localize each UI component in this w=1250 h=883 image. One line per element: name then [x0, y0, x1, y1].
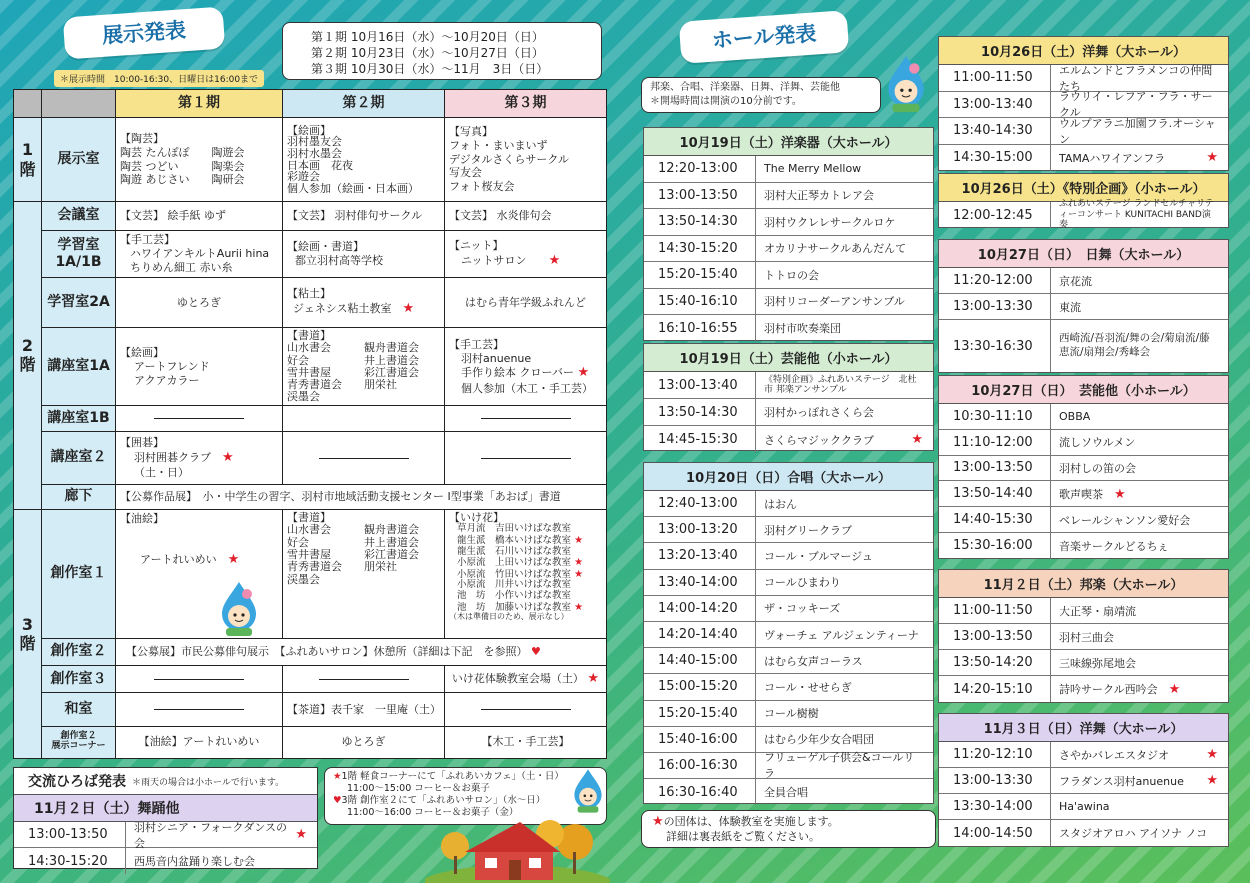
- schedule-row: 11:20-12:10 さやかバレエスタジオ ★: [939, 742, 1228, 768]
- schedule-row: 13:00-13:50 羽村三曲会: [939, 624, 1228, 650]
- schedule-row: 14:40-15:30 ベレールシャンソン愛好会: [939, 507, 1228, 533]
- schedule-row: 14:30-15:20 オカリナサークルあんだんて: [644, 236, 933, 263]
- schedule-row: 13:00-13:40 ラウリイ・レフア・フラ・サークル: [939, 92, 1228, 119]
- schedule-row: 13:40-14:00 コールひまわり: [644, 570, 933, 596]
- gakushu1-p1: 【手工芸】 ハワイアンキルトAurii hina ちりめん細工 赤い糸: [116, 231, 283, 278]
- hall-banner: ホール発表: [679, 10, 850, 64]
- corner-cell-2: [42, 90, 116, 118]
- schedule-row: 13:00-13:40 《特別企画》ふれあいステージ 北杜市 邦楽アンサンブル: [644, 372, 933, 399]
- heart-icon: ♥: [333, 795, 342, 806]
- room-kaigi: 会議室: [42, 201, 116, 230]
- schedule-1026-special: 10月26日（土）《特別企画》（小ホール） 12:00-12:45 ふれあいステージ ランドセルチャリティーコンサート KUNITACHI BAND演奏: [938, 173, 1229, 228]
- washitsu-p3: [445, 693, 607, 726]
- koryu-header: 11月２日（土）舞踊他: [14, 794, 317, 822]
- star-icon: ★: [333, 771, 342, 782]
- schedule-row: 11:10-12:00 流しソウルメン: [939, 430, 1228, 456]
- room-roka: 廊下: [42, 484, 116, 509]
- star-icon: ★: [548, 252, 561, 268]
- schedule-1020-chorus: 10月20日（日）合唱（大ホール） 12:40-13:00 はおん 13:00-13:20 羽村グリークラブ 13:20-13:40 コール・ブルマージュ 13:40-14:00 コールひまわり 14:00-14:20 ザ・コッキーズ 14:20-14:40 ヴォーチェ アルジェンティーナ 14:40-15:00 はむら女声コーラス 15:00-15:20 コール・せせらぎ 15:20-15:40 コール樹樹 15:40-16:00 はむら少年少女合唱団 16:00-16:30 フリューゲル子供会&コールリラ 16:30-16:40 全員合唱: [643, 462, 934, 804]
- schedule-row: 11:00-11:50 大正琴・扇靖流: [939, 598, 1228, 624]
- room-sosaku3: 創作室３: [42, 666, 116, 693]
- schedule-row: 13:50-14:30 羽村ウクレレサークルロケ: [644, 209, 933, 236]
- schedule-row: 15:40-16:00 はむら少年少女合唱団: [644, 727, 933, 753]
- gakushu1-p2: 【絵画・書道】 都立羽村高等学校: [283, 231, 445, 278]
- exhibit-table: [13, 89, 607, 759]
- star-icon: ★: [227, 551, 240, 567]
- schedule-row: 12:20-13:00 The Merry Mellow: [644, 156, 933, 183]
- koryu-title: 交流ひろば発表: [28, 774, 126, 790]
- schedule-row: 15:20-15:40 コール樹樹: [644, 701, 933, 727]
- period-2-dates: 第２期 10月23日（水）〜10月27日（日）: [311, 46, 544, 60]
- schedule-row: 14:20-15:10 詩吟サークル西吟会 ★: [939, 676, 1228, 702]
- exhibit-hours-note: ＊展示時間 10:00-16:30、日曜日は16:00まで: [54, 70, 264, 87]
- room-corner: 創作室２ 展示コーナー: [42, 726, 116, 758]
- sosaku1-p3: 【いけ花】 草月流 吉田いけばな教室 龍生派 橋本いけばな教室 ★ 龍生派 石川いけばな教室 小原流 上田いけばな教室 ★ 小原流 竹田いけばな教室 ★ 小原流 川井いけばな教室 池 坊 小作いけばな教室 池 坊 加藤いけばな教室 ★ （木は準備日のため、展示なし）: [445, 510, 607, 639]
- cafe-box: ★1階 軽食コーナーにて「ふれあいカフェ」（土・日） 11:00〜15:00 コーヒー＆お菓子 ♥3階 創作室２にて「ふれあいサロン」（水〜日） 11:00〜16:00 コーヒー＆お菓子（金）: [324, 767, 607, 825]
- star-icon: ★: [402, 301, 415, 317]
- schedule-row: 14:45-15:30 さくらマジッククラブ ★: [644, 426, 933, 453]
- schedule-row: 15:40-16:10 羽村リコーダーアンサンブル: [644, 289, 933, 316]
- house-illustration: [425, 812, 610, 883]
- schedule-row: 15:00-15:20 コール・せせらぎ: [644, 674, 933, 700]
- schedule-row: 13:40-14:30 ウルプアラニ加園フラ.オーシャン: [939, 118, 1228, 145]
- schedule-row: 12:40-13:00 はおん: [644, 491, 933, 517]
- room-koza2: 講座室２: [42, 432, 116, 484]
- floor-2: 2階: [14, 201, 42, 509]
- koza1a-p1: 【絵画】 アートフレンド アクアカラー: [116, 328, 283, 406]
- tenji-p2: 【絵画】 羽村墨友会 羽村水墨会 日本画 花夜 彩遊会 個人参加（絵画・日本画）: [283, 118, 445, 202]
- schedule-row: 13:00-13:30 フラダンス羽村anuenue ★: [939, 768, 1228, 794]
- hall-info: 邦楽、合唱、洋楽器、日舞、洋舞、芸能他 ＊開場時間は開演の10分前です。: [641, 77, 881, 113]
- corner-p3: 【木工・手工芸】: [445, 726, 607, 758]
- corner-cell: [14, 90, 42, 118]
- schedule-row: 16:00-16:30 フリューゲル子供会&コールリラ: [644, 753, 933, 779]
- room-gakushu1: 学習室 1A/1B: [42, 231, 116, 278]
- star-icon: ★: [295, 827, 307, 842]
- schedule-row: 14:00-14:20 ザ・コッキーズ: [644, 596, 933, 622]
- koryu-note: ＊雨天の場合は小ホールで行います。: [132, 777, 285, 788]
- star-icon: ★: [1206, 150, 1218, 166]
- schedule-1102-hogaku: 11月２日（土）邦楽（大ホール） 11:00-11:50 大正琴・扇靖流 13:00-13:50 羽村三曲会 13:50-14:20 三味線弥尾地会 14:20-15:10 詩吟サークル西吟会 ★: [938, 569, 1229, 703]
- period-dates: [282, 22, 602, 80]
- period-1-dates: 第１期 10月16日（水）〜10月20日（日）: [311, 30, 544, 44]
- schedule-row: 14:40-15:00 はむら女声コーラス: [644, 648, 933, 674]
- mascot-icon: [568, 766, 608, 816]
- koryu-row: 14:30-15:20 西馬音内盆踊り楽しむ会: [14, 848, 317, 874]
- tenji-p1: 【陶芸】 陶芸 たんぽぽ 陶遊会 陶芸 つどい 陶楽会 陶遊 あじさい 陶研会: [116, 118, 283, 202]
- kaigi-p2: 【文芸】 羽村俳句サークル: [283, 201, 445, 230]
- star-icon: ★: [574, 534, 584, 546]
- mascot-icon: [214, 580, 264, 638]
- schedule-row: 13:20-13:40 コール・ブルマージュ: [644, 543, 933, 569]
- schedule-row: 12:00-12:45 ふれあいステージ ランドセルチャリティーコンサート KUNITACHI BAND演奏: [939, 202, 1228, 228]
- schedule-row: 15:20-15:40 トトロの会: [644, 262, 933, 289]
- star-icon: ★: [574, 557, 584, 569]
- koza2-p2: [283, 432, 445, 484]
- schedule-row: 13:50-14:40 歌声喫茶 ★: [939, 481, 1228, 507]
- washitsu-p2: 【茶道】表千家 一里庵（土）: [283, 693, 445, 726]
- schedule-row: 13:30-14:00 Ha'awina: [939, 794, 1228, 820]
- koza1b-p1: [116, 406, 283, 432]
- star-icon: ★: [587, 671, 600, 687]
- schedule-row: 11:00-11:50 エルムンドとフラメンコの仲間たち: [939, 65, 1228, 92]
- sosaku2-text: 【公募展】市民公募俳句展示 【ふれあいサロン】休憩所（詳細は下記 を参照） ♥: [116, 639, 607, 666]
- sosaku1-p2: 【書道】 山水書会 観舟書道会 好会 井上書道会 雪井書屋 彩江書道会 青秀書道会 朋栄社 渓墨会: [283, 510, 445, 639]
- koryu-row: 13:00-13:50 羽村シニア・フォークダンスの会 ★: [14, 822, 317, 848]
- schedule-row: 13:50-14:30 羽村かっぽれさくら会: [644, 399, 933, 426]
- tenji-p3: 【写真】 フォト・まいまいず デジタルさくらサークル 写友会 フォト桜友会: [445, 118, 607, 202]
- schedule-1026-dance: 10月26日（土）洋舞（大ホール） 11:00-11:50 エルムンドとフラメンコの仲間たち 13:00-13:40 ラウリイ・レフア・フラ・サークル 13:40-14:30 ウルプアラニ加園フラ.オーシャン 14:30-15:00 TAMAハワイアンフラ ★: [938, 36, 1229, 171]
- schedule-row: 11:20-12:00 京花流: [939, 268, 1228, 294]
- period-3-header: 第３期: [445, 90, 607, 118]
- schedule-1027-performance: 10月27日（日） 芸能他（小ホール） 10:30-11:10 OBBA 11:10-12:00 流しソウルメン 13:00-13:50 羽村しの笛の会 13:50-14:40 歌声喫茶 ★ 14:40-15:30 ベレールシャンソン愛好会 15:30-16:00 音楽サークルどるちぇ: [938, 375, 1229, 559]
- room-sosaku2: 創作室２: [42, 639, 116, 666]
- star-icon: ★: [574, 601, 584, 613]
- koryu-box: [13, 767, 318, 869]
- star-icon: ★: [222, 450, 234, 466]
- schedule-row: 16:30-16:40 全員合唱: [644, 779, 933, 805]
- koza1b-p2: [283, 406, 445, 432]
- star-icon: ★: [911, 432, 923, 447]
- sosaku3-p3: いけ花体験教室会場（土） ★: [445, 666, 607, 693]
- star-icon: ★: [574, 568, 584, 580]
- roka-text: 【公募作品展】 小・中学生の習字、羽村市地域活動支援センター Ⅰ型事業「あおば」書道: [116, 484, 607, 509]
- schedule-row: 13:00-13:50 羽村しの笛の会: [939, 456, 1228, 482]
- koza1b-p3: [445, 406, 607, 432]
- star-icon: ★: [1206, 747, 1218, 762]
- room-washitsu: 和室: [42, 693, 116, 726]
- schedule-row: 10:30-11:10 OBBA: [939, 404, 1228, 430]
- mascot-icon: [880, 52, 932, 116]
- room-tenjishitsu: 展示室: [42, 118, 116, 202]
- koza1a-p3: 【手工芸】 羽村anuenue 手作り絵本 クローバー ★ 個人参加（木工・手工芸）: [445, 328, 607, 406]
- schedule-row: 13:50-14:20 三味線弥尾地会: [939, 650, 1228, 676]
- gakushu2-p3: はむら青年学級ふれんど: [445, 277, 607, 327]
- star-icon: ★: [1206, 773, 1218, 788]
- schedule-row: 13:00-13:30 東流: [939, 294, 1228, 320]
- schedule-row: 13:30-16:30 西崎流/吾羽流/舞の会/菊扇流/藤恵流/扇翔会/秀峰会: [939, 320, 1228, 372]
- koza2-p3: [445, 432, 607, 484]
- kaigi-p3: 【文芸】 水炎俳句会: [445, 201, 607, 230]
- schedule-row: 14:30-15:00 TAMAハワイアンフラ ★: [939, 145, 1228, 172]
- star-note: ★の団体は、体験教室を実施します。 詳細は裏表紙をご覧ください。: [641, 810, 936, 848]
- star-icon: ★: [1114, 486, 1126, 502]
- koza1a-p2: 【書道】 山水書会 観舟書道会 好会 井上書道会 雪井書屋 彩江書道会 青秀書道会 朋栄社 渓墨会: [283, 328, 445, 406]
- schedule-row: 15:30-16:00 音楽サークルどるちぇ: [939, 533, 1228, 559]
- schedule-row: 16:10-16:55 羽村市吹奏楽団: [644, 315, 933, 342]
- room-koza1a: 講座室1A: [42, 328, 116, 406]
- period-2-header: 第２期: [283, 90, 445, 118]
- period-3-dates: 第３期 10月30日（水）〜11月 3日（日）: [311, 62, 549, 76]
- sosaku3-p1: [116, 666, 283, 693]
- corner-p2: ゆとろぎ: [283, 726, 445, 758]
- star-icon: ★: [652, 814, 664, 829]
- schedule-row: 14:20-14:40 ヴォーチェ アルジェンティーナ: [644, 622, 933, 648]
- room-sosaku1: 創作室１: [42, 510, 116, 639]
- floor-3: 3階: [14, 510, 42, 759]
- gakushu2-p1: ゆとろぎ: [116, 277, 283, 327]
- schedule-1019-instrument: 10月19日（土）洋楽器（大ホール） 12:20-13:00 The Merry Mellow 13:00-13:50 羽村大正琴カトレア会 13:50-14:30 羽村ウクレレサークルロケ 14:30-15:20 オカリナサークルあんだんて 15:20-15:40 トトロの会 15:40-16:10 羽村リコーダーアンサンブル 16:10-16:55 羽村市吹奏楽団: [643, 127, 934, 341]
- schedule-row: 13:00-13:20 羽村グリークラブ: [644, 517, 933, 543]
- corner-p1: 【油絵】アートれいめい: [116, 726, 283, 758]
- sosaku1-p1: 【油絵】 アートれいめい ★: [116, 510, 283, 639]
- heart-icon: ♥: [531, 645, 541, 659]
- schedule-1103-dance: 11月３日（日）洋舞（大ホール） 11:20-12:10 さやかバレエスタジオ ★ 13:00-13:30 フラダンス羽村anuenue ★ 13:30-14:00 Ha'awina 14:00-14:50 スタジオアロハ アイソナ ノコ: [938, 713, 1229, 847]
- room-koza1b: 講座室1B: [42, 406, 116, 432]
- star-icon: ★: [1168, 682, 1181, 697]
- floor-1: 1階: [14, 118, 42, 202]
- schedule-row: 14:00-14:50 スタジオアロハ アイソナ ノコ: [939, 820, 1228, 846]
- exhibit-banner: 展示発表: [63, 6, 226, 59]
- kaigi-p1: 【文芸】 絵手紙 ゆず: [116, 201, 283, 230]
- star-icon: ★: [577, 365, 590, 381]
- washitsu-p1: [116, 693, 283, 726]
- room-gakushu2: 学習室2A: [42, 277, 116, 327]
- schedule-row: 13:00-13:50 羽村大正琴カトレア会: [644, 183, 933, 210]
- koza2-p1: 【囲碁】 羽村囲碁クラブ ★ （土・日）: [116, 432, 283, 484]
- sosaku3-p2: [283, 666, 445, 693]
- gakushu2-p2: 【粘土】 ジェネシス粘土教室 ★: [283, 277, 445, 327]
- schedule-1019-performance: 10月19日（土）芸能他（小ホール） 13:00-13:40 《特別企画》ふれあいステージ 北杜市 邦楽アンサンブル 13:50-14:30 羽村かっぽれさくら会 14:45-15:30 さくらマジッククラブ ★: [643, 343, 934, 451]
- gakushu1-p3: 【ニット】 ニットサロン ★: [445, 231, 607, 278]
- period-1-header: 第１期: [116, 90, 283, 118]
- schedule-1027-japanese-dance: 10月27日（日） 日舞（大ホール） 11:20-12:00 京花流 13:00-13:30 東流 13:30-16:30 西崎流/吾羽流/舞の会/菊扇流/藤恵流/扇翔会/秀峰会: [938, 239, 1229, 373]
